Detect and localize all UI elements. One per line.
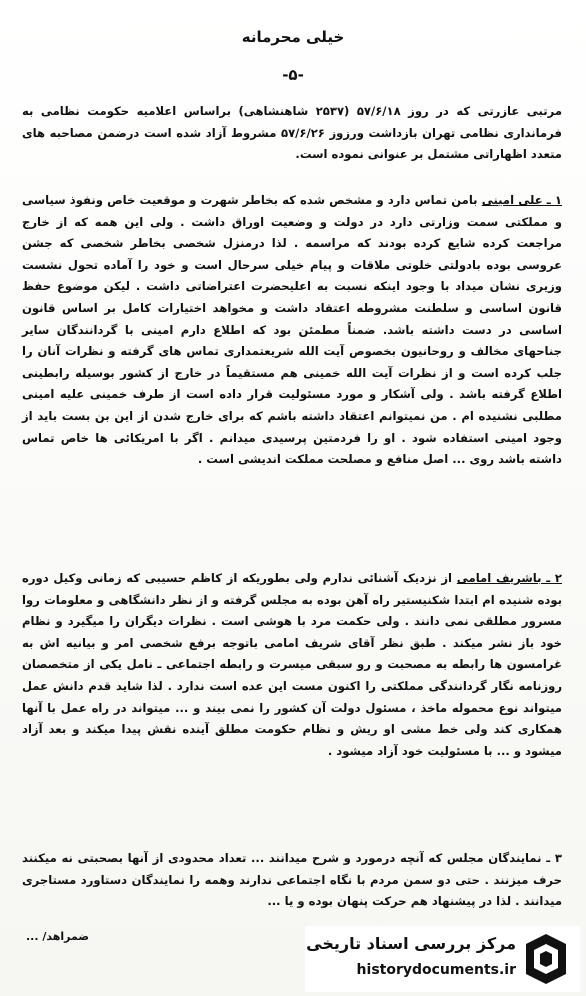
paragraph-1-body — [22, 190, 562, 471]
paragraph-2-body — [22, 568, 562, 762]
archive-logo-icon — [520, 932, 572, 986]
intro-text: مرتبی عازرتی که در روز ۵۷/۶/۱۸ (۲۵۳۷ شاهنشاهی) براساس اعلامیه حکومت نظامی به فرمانداری نظامی تهران بازداشت ورزوز ۵۷/۶/۲۶ مشروط آزاد شده است درضمن مصاحبه های متعدد اظهاراتی مشتمل بر عنوانی نموده است. — [22, 104, 562, 162]
watermark-org-name: مرکز بررسی اسناد تاریخی — [306, 934, 516, 953]
paragraph-2 — [22, 568, 562, 762]
paragraph-3-text: ۳ ـ نمایندگان مجلس که آنچه درمورد و شرح میدانند ... تعداد محدودی از آنها بصحبتی نه میکنند حرف میزنند . حتی دو سمن مردم با نگاه اجتماعی ندارند وهمه را نمایندگان دستاورد مستاجری میدانند . لذا در پیشنهاد هم حرکت پنهان بوده و یا ... — [22, 851, 562, 909]
watermark — [305, 926, 580, 992]
intro-paragraph — [22, 101, 562, 166]
paragraph-1-lead: ۱ ـ علی امینی — [481, 193, 562, 207]
paragraph-3 — [22, 848, 562, 913]
paragraph-1 — [22, 190, 562, 471]
closing-text: ضمراهد/ ... — [26, 930, 89, 943]
page-number: -۵- — [282, 66, 304, 84]
paragraph-1-text: بامن تماس دارد و مشخص شده که بخاطر شهرت و موقعیت خاص ونفوذ سیاسی و مملکتی سمت وزارتی دارد در دولت و وضعیت اوراق داشت . ولی این همه که از خارج مراجعت کرده شایع کرده بودند که مراسمه . لذا درمنزل شخصی بخاطر شخصی که جشن عروسی بوده بادولتی خلوتی ملاقات و پیام خیلی سرحال است و خود را آماده تحول نشست وزیری نشان میداد با وجود اینکه نسبت به اعلیحضرت اعتراضاتی داشت . لیکن موضوع حفظ قانون اساسی و سلطنت مشروطه اعتقاد داشت و مخواهد اختیارات کامل بر اساس قانون اساسی در دست داشته باشد. ضمناً مطمئن بود که اطلاع دارم امینی با گردانندگان سایر جناحهای مخالف و روحانیون بخصوص آیت الله شریعتمداری تماس های گرفته و نظرات آنان را جلب کرده است و از نظرات آیت الله خمینی هم مستقیماً در خارج از کشور بوسیله رابطینی اطلاع گرفته باشد . ولی آشکار و مورد مسئولیت قرار داده است از طرف خمینی علیه امینی مطلبی نشنیده ام . من نمیتوانم اعتقاد داشته باشم که برای خارج شدن از این بن بست باید از وجود امینی استفاده شود . او را فردمتین پرسیدی میدانم . اگر با امریکائی ها خاص تماس داشته باشد روی ... اصل منافع و مصلحت مملکت اندیشی است . — [22, 193, 562, 467]
document-classification-title: خیلی محرمانه — [241, 28, 345, 46]
watermark-url: historydocuments.ir — [356, 962, 516, 978]
paragraph-2-text: از نزدیک آشنائی ندارم ولی بطوریکه از کاظم حسیبی که زمانی وکیل دوره بوده شنیده ام ابتدا شکنیستیر راه آهن بوده به مجلس گرفته و از نظر دانشگاهی و معلومات روا مسرور مطلقی نمی دانند . ولی حکمت مرد با هوشی است . نظرات دیگران را میگیرد و نظام خود باز نشر میکند . طبق نظر آقای شریف امامی باتوجه برفع شخصی امر و بیانیه اش به غرامسون ها رابطه به مصحبت و رو سبقی میسرت و رابطه اجتماعی ـ نامل یکی از متخصصان روزنامه نگار گردانندگی مملکتی را اکنون مست این عده است ندارد . لذا شاید قدم دانش عمل میتواند نوع محموله ماخذ ، مسئول دولت آن کشور را نمی بیند و ... میتواند در راه عمل با آنها همکاری کند ولی خط مشی او ریش و نظام حکومت مطلق آینده نقش پیدا میکند و بعد آزاد میشود و ... با مسئولیت خود آزاد میشود . — [22, 571, 562, 758]
paragraph-2-lead: ۲ ـ باشریف امامی — [456, 571, 562, 585]
